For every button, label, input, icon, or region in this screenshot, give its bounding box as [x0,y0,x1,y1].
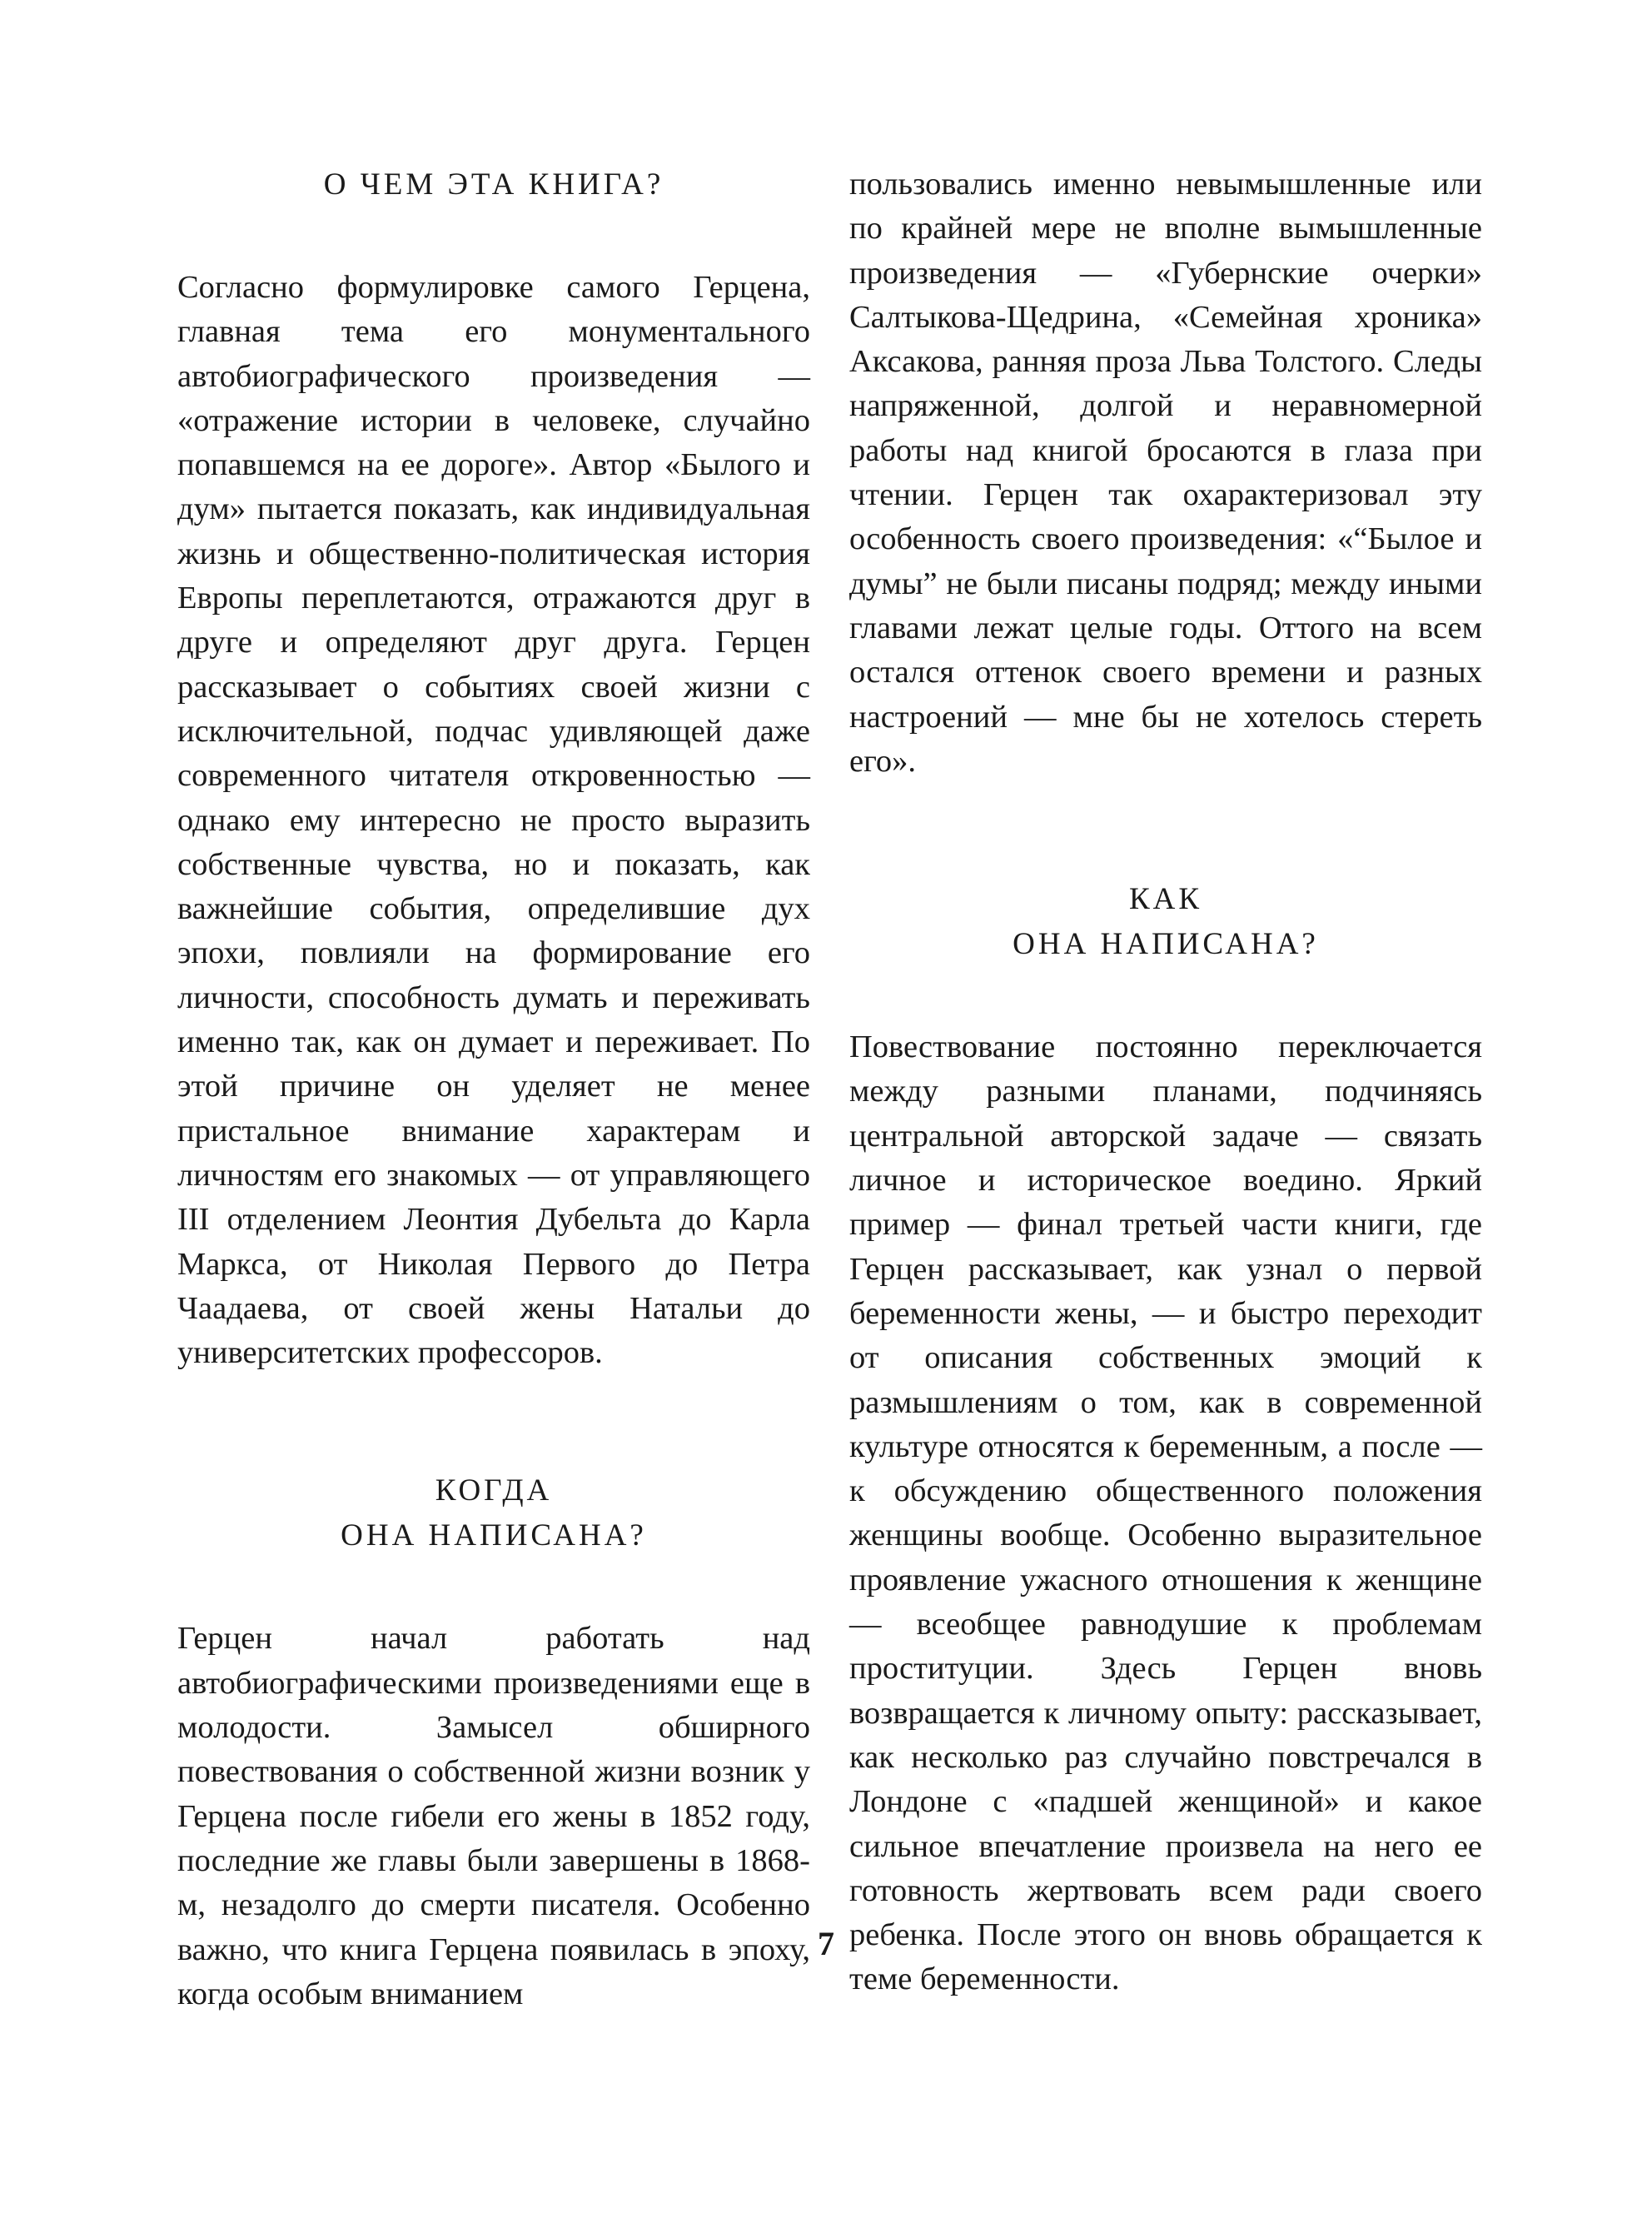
heading-line: КАК [1128,882,1203,917]
section-heading-how [849,877,1482,967]
section-text-when: Герцен начал работать над автобиографическими произведениями еще в молодости. Замысел обширного повествования о собственной жизни возник у Герцена после гибели его жены в 1852 году, последние же главы были завершены в 1868-м, незадолго до смерти писателя. Особенно важно, что книга Герцена появилась в эпоху, когда особым вниманием [177,1621,810,2011]
section-heading-about [177,162,810,207]
continuation-text: пользовались именно невымышленные или по крайней мере не вполне вымышленные произведения — «Губернские очерки» Салтыкова-Щедрина, «Семейная хроника» Аксакова, ранняя проза Льва Толстого. Следы напряженной, долгой и неравномерной работы над книгой бросаются в глаза при чтении. Герцен так охарактеризовал эту особенность своего произведения: «“Былое и думы” не были писаны подряд; между иными главами лежат целые годы. Оттого на всем остался оттенок своего времени и разных настроений — мне бы не хотелось стереть его». [849,167,1482,779]
page-number: 7 [818,1925,834,1962]
section-text-about: Согласно формулировке самого Герцена, главная тема его монументального автобиографического произведения — «отражение истории в человеке, случайно попавшемся на ее дороге». Автор «Былого и дум» пытается показать, как индивидуальная жизнь и общественно-политическая история Европы переплетаются, отражаются друг в друге и определяют друг друга. Герцен рассказывает о событиях своей жизни с исключительной, подчас удивляющей даже современного читателя откровенностью — однако ему интересно не просто выразить собственные чувства, но и показать, как важнейшие события, определившие дух эпохи, повлияли на формирование его личности, способность думать и переживать именно так, как он думает и переживает. По этой причине он уделяет не менее пристальное внимание характерам и личностям его знакомых — от управляющего III отделением Леонтия Дубельта до Карла Маркса, от Николая Первого до Петра Чаадаева, от своей жены Натальи до университетских профессоров. [177,270,810,1371]
section-text-how: Повествование постоянно переключается между разными планами, подчиняясь центральной авторской задаче — связать личное и историческое воедино. Яркий пример — финал третьей части книги, где Герцен рассказывает, как узнал о первой беременности жены, — и быстро переходит от описания собственных эмоций к размышлениям о том, как в современной культуре относятся к беременным, а после — к обсуждению общественного положения женщины вообще. Особенно выразительное проявление ужасного отношения к женщине — всеобщее равнодушие к проблемам проституции. Здесь Герцен вновь возвращается к личному опыту: рассказывает, как несколько раз случайно повстречался в Лондоне с «падшей женщиной» и какое сильное впечатление произвела на него ее готовность жертвовать всем ради своего ребенка. После этого он вновь обращается к теме беременности. [849,1029,1482,1997]
right-column [849,162,1482,2002]
heading-line: ОНА НАПИСАНА? [341,1518,647,1553]
heading-line: О ЧЕМ ЭТА КНИГА? [323,167,664,202]
heading-line: ОНА НАПИСАНА? [1013,927,1319,962]
left-column [177,162,810,2016]
section-heading-when [177,1468,810,1558]
heading-line: КОГДА [435,1473,553,1508]
